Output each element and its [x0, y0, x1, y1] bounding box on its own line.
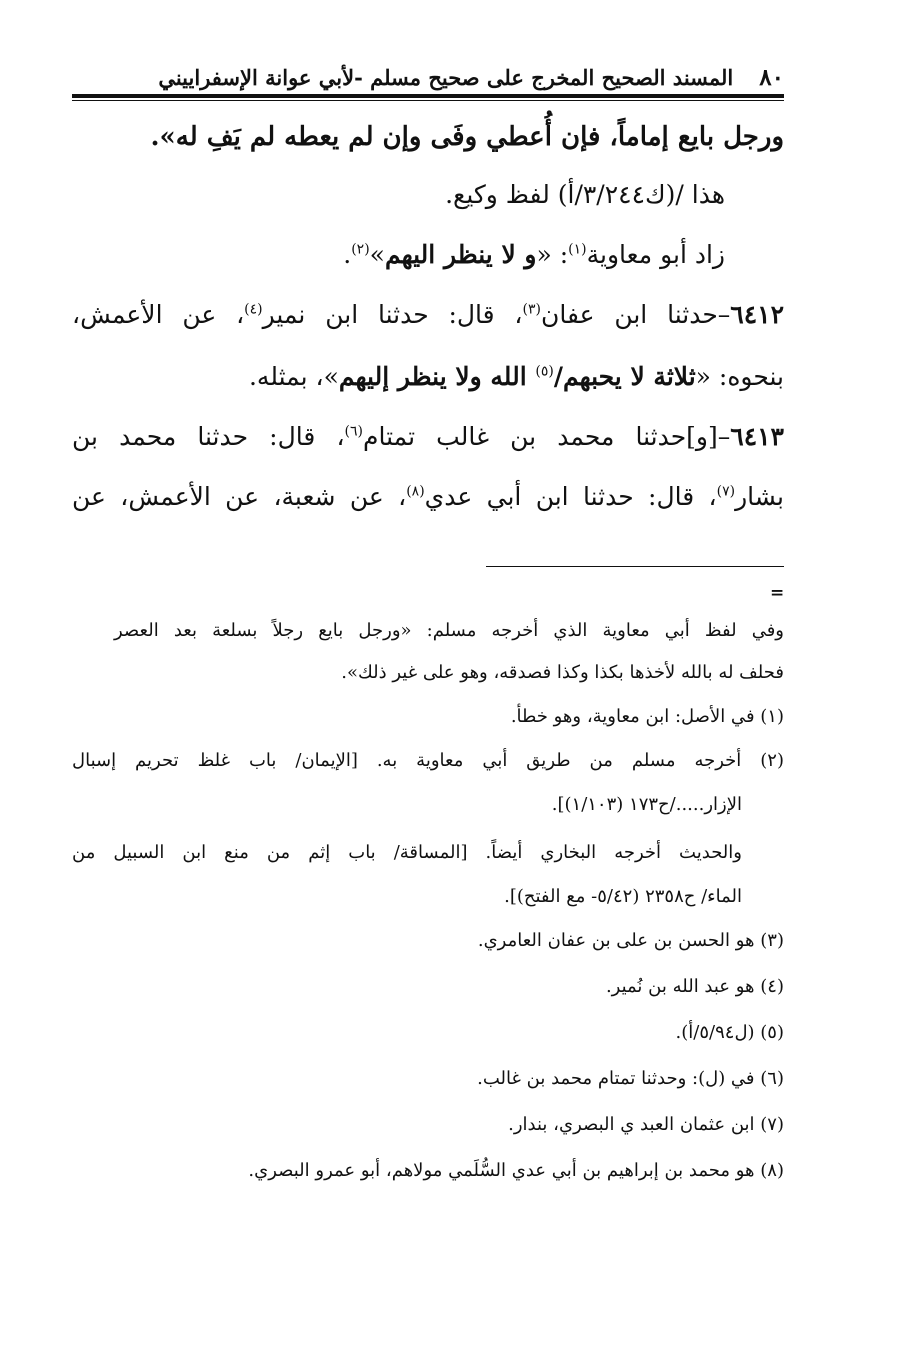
page-header: [72, 60, 784, 94]
page-number: ٨٠: [759, 63, 784, 91]
footnote-8: (٨) هو محمد بن إبراهيم بن أبي عدي السُّلَمي مولاهم، أبو عمرو البصري.: [248, 1160, 784, 1181]
footnote-2-line-4: الماء/ ح٢٣٥٨ (٥/٤٢- مع الفتح)].: [504, 886, 742, 907]
text-line-3: زاد أبو معاوية$^{(١)}$: «و لا ينظر اليهم»$^{(٢)}$.: [343, 240, 725, 269]
footnote-6: (٦) في (ل): وحدثنا تمتام محمد بن غالب.: [477, 1068, 784, 1089]
text-line-6: ٦٤١٣–[و]حدثنا محمد بن غالب تمتام$^{(٦)}$، قال: حدثنا محمد بن: [72, 422, 784, 451]
footnote-ref-7[interactable]: (٧): [716, 483, 736, 500]
hadith-number-6413: ٦٤١٣: [730, 422, 784, 451]
text-line-7: بشار$^{(٧)}$، قال: حدثنا ابن أبي عدي$^{(٨)}$، عن شعبة، عن الأعمش، عن: [72, 482, 785, 511]
running-title: المسند الصحيح المخرج على صحيح مسلم -لأبي عوانة الإسفراييني: [158, 64, 734, 90]
footnote-2-line-1: (٢) أخرجه مسلم من طريق أبي معاوية به. [الإيمان/ باب غلظ تحريم إسبال: [72, 750, 784, 771]
footnote-4: (٤) هو عبد الله بن نُمير.: [605, 976, 784, 997]
footnote-ref-3[interactable]: (٣): [522, 301, 541, 318]
footnote-ref-1[interactable]: (١): [568, 241, 587, 258]
text-line-2: هذا /(ك٣/٢٤٤/أ) لفظ وكيع.: [445, 180, 725, 209]
footnote-ref-5[interactable]: (٥): [535, 363, 554, 380]
text-line-1: ورجل بايع إماماً، فإن أُعطي وفَى وإن لم يعطه لم يَفِ له».: [150, 122, 784, 152]
footnote-ref-4[interactable]: (٤): [244, 301, 263, 318]
footnote-2-line-2: الإزار...../ح١٧٣ (١/١٠٣)].: [551, 794, 742, 815]
header-rule-thick: [72, 94, 784, 98]
footnote-3: (٣) هو الحسن بن على بن عفان العامري.: [477, 930, 784, 951]
header-rule-thin: [72, 100, 784, 101]
text-line-5: بنحوه: «ثلاثة لا يحبهم/$^{(٥)}$ الله ولا ينظر إليهم»، بمثله.: [248, 362, 784, 391]
footnote-continued-line-1: وفي لفظ أبي معاوية الذي أخرجه مسلم: «ورجل بايع رجلاً بسلعة بعد العصر: [114, 620, 784, 641]
text-line-4: ٦٤١٢–حدثنا ابن عفان$^{(٣)}$، قال: حدثنا ابن نمير$^{(٤)}$، عن الأعمش،: [72, 300, 784, 329]
footnote-ref-8[interactable]: (٨): [406, 483, 425, 500]
footnote-ref-2[interactable]: (٢): [351, 241, 370, 258]
footnote-separator: [486, 566, 784, 567]
footnote-ref-6[interactable]: (٦): [344, 423, 363, 440]
footnote-continued-line-2: فحلف له بالله لأخذها بكذا وكذا فصدقه، وهو على غير ذلك».: [341, 662, 784, 683]
footnote-5: (٥) (ل٥/٩٤/أ).: [675, 1022, 784, 1043]
hadith-number-6412: ٦٤١٢: [730, 300, 784, 329]
footnote-2-line-3: والحديث أخرجه البخاري أيضاً. [المساقة/ باب إثم من منع ابن السبيل من: [72, 842, 742, 863]
continuation-mark: =: [770, 583, 785, 603]
footnote-1: (١) في الأصل: ابن معاوية، وهو خطأ.: [510, 706, 784, 727]
footnote-7: (٧) ابن عثمان العبد ي البصري، بندار.: [508, 1114, 784, 1135]
